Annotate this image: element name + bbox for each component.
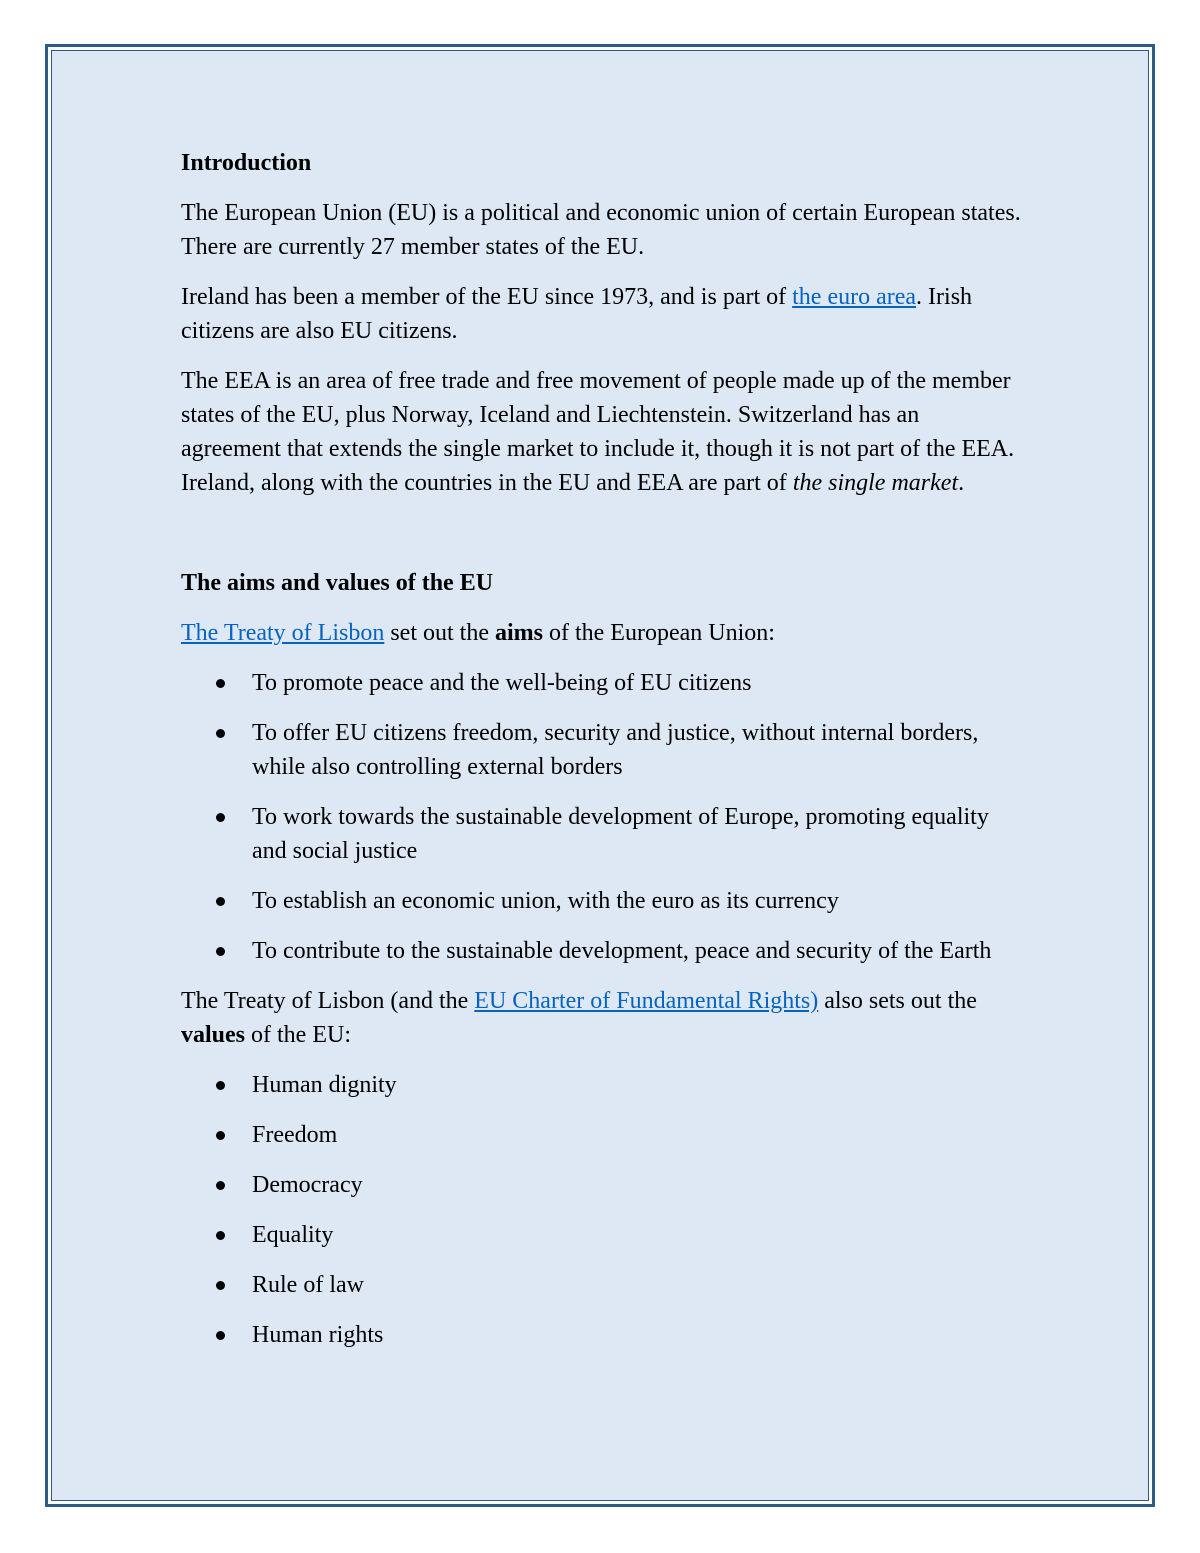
eea-text-before: The EEA is an area of free trade and free movement of people made up of the member states of the EU, plus Norway, Iceland and Liechtenstein. Switzerland has an agreement that extends the single market to include it, though it is not part of the EEA. Ireland, along with the countries in the EU and EEA are part of [181,368,1015,496]
intro-paragraph-eea [181,364,1021,500]
aims-lead-paragraph [181,616,1021,650]
values-list-item: Rule of law [181,1268,1021,1302]
aims-lead-after: of the European Union: [542,620,775,646]
values-bold: values [181,1022,246,1048]
aims-bold: aims [494,620,543,646]
aims-list-item: To work towards the sustainable development of Europe, promoting equality and social justice [181,800,1021,868]
eea-text-after: . [958,470,965,496]
page-border [45,44,1155,1507]
values-list [181,1068,1021,1352]
document-content [181,146,1021,1368]
values-list-item: Freedom [181,1118,1021,1152]
single-market-emphasis: the single market [792,470,959,496]
section-spacer [181,516,1021,566]
euro-area-link[interactable]: the euro area [792,284,917,310]
intro-paragraph-ireland [181,280,1021,348]
treaty-of-lisbon-link[interactable]: The Treaty of Lisbon [181,620,385,646]
aims-lead-middle: set out the [384,620,495,646]
values-list-item: Equality [181,1218,1021,1252]
values-list-item: Human dignity [181,1068,1021,1102]
values-lead-middle: also sets out the [818,988,977,1014]
page-panel [51,50,1149,1501]
ireland-text-after: . Irish citizens are also EU citizens. [181,284,973,344]
introduction-heading: Introduction [181,150,312,176]
ireland-text-before: Ireland has been a member of the EU since 1973, and is part of [181,284,793,310]
aims-list-item: To establish an economic union, with the euro as its currency [181,884,1021,918]
values-lead-before: The Treaty of Lisbon (and the [181,988,475,1014]
values-lead-after: of the EU: [245,1022,351,1048]
values-list-item: Democracy [181,1168,1021,1202]
intro-paragraph-eu: The European Union (EU) is a political and economic union of certain European states. There are currently 27 member states of the EU. [181,200,1021,260]
eu-charter-link[interactable]: EU Charter of Fundamental Rights) [474,988,819,1014]
aims-list-item: To contribute to the sustainable development, peace and security of the Earth [181,934,1021,968]
values-lead-paragraph [181,984,1021,1052]
aims-list [181,666,1021,968]
aims-list-item: To promote peace and the well-being of EU citizens [181,666,1021,700]
values-list-item: Human rights [181,1318,1021,1352]
aims-list-item: To offer EU citizens freedom, security and justice, without internal borders, while also controlling external borders [181,716,1021,784]
aims-values-heading: The aims and values of the EU [181,570,494,596]
